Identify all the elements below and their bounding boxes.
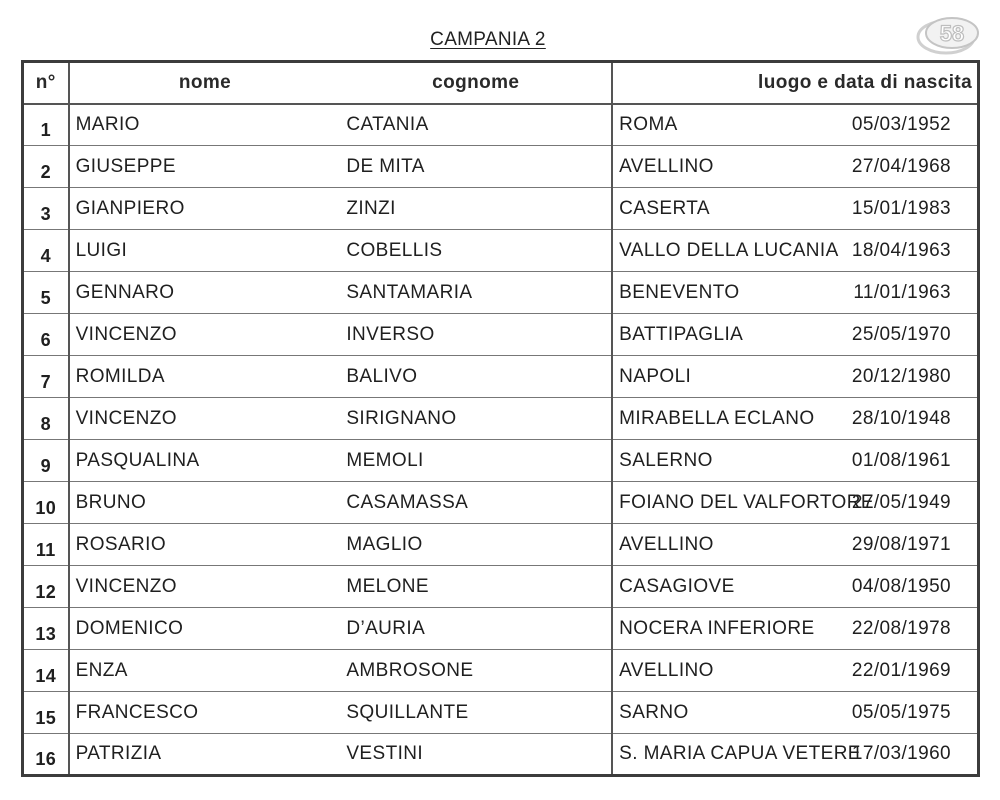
table-body [23,104,979,776]
row-number: 7 [23,356,69,398]
table-row [23,356,979,398]
row-nome: VINCENZO [69,398,341,440]
row-nome: PATRIZIA [69,734,341,776]
row-luogo: CASERTA [612,188,795,230]
header-nome: nome [69,62,341,104]
row-data: 29/08/1971 [795,524,978,566]
table-row [23,524,979,566]
row-number: 5 [23,272,69,314]
row-number: 13 [23,608,69,650]
table-row [23,608,979,650]
row-number: 3 [23,188,69,230]
row-luogo: MIRABELLA ECLANO [612,398,795,440]
table-row [23,566,979,608]
row-luogo: AVELLINO [612,146,795,188]
document-title: CAMPANIA 2 [430,29,546,50]
row-luogo: NOCERA INFERIORE [612,608,795,650]
row-luogo: SARNO [612,692,795,734]
row-nome: FRANCESCO [69,692,341,734]
row-cognome: ZINZI [340,188,612,230]
row-luogo: BATTIPAGLIA [612,314,795,356]
row-data: 22/08/1978 [795,608,978,650]
row-data: 22/01/1969 [795,650,978,692]
row-data: 11/01/1963 [795,272,978,314]
row-nome: VINCENZO [69,314,341,356]
row-number: 12 [23,566,69,608]
candidates-table [21,60,980,777]
row-data: 05/03/1952 [795,104,978,146]
row-luogo: VALLO DELLA LUCANIA [612,230,795,272]
row-data: 25/05/1970 [795,314,978,356]
table-row [23,230,979,272]
table-row [23,650,979,692]
table-row [23,692,979,734]
row-nome: GENNARO [69,272,341,314]
row-cognome: MEMOLI [340,440,612,482]
row-number: 11 [23,524,69,566]
table-row [23,398,979,440]
table-header-row [23,62,979,104]
row-nome: PASQUALINA [69,440,341,482]
row-nome: ROSARIO [69,524,341,566]
row-nome: VINCENZO [69,566,341,608]
row-luogo: CASAGIOVE [612,566,795,608]
row-cognome: VESTINI [340,734,612,776]
row-cognome: MELONE [340,566,612,608]
row-cognome: COBELLIS [340,230,612,272]
row-data: 05/05/1975 [795,692,978,734]
table-row [23,482,979,524]
row-number: 15 [23,692,69,734]
channel-58-logo [914,14,982,56]
row-cognome: SIRIGNANO [340,398,612,440]
row-cognome: INVERSO [340,314,612,356]
row-luogo: SALERNO [612,440,795,482]
row-number: 14 [23,650,69,692]
table-row [23,440,979,482]
row-luogo: AVELLINO [612,524,795,566]
row-data: 18/04/1963 [795,230,978,272]
header-num: n° [23,62,69,104]
table-row [23,104,979,146]
row-data: 15/01/1983 [795,188,978,230]
row-nome: ENZA [69,650,341,692]
row-number: 9 [23,440,69,482]
row-cognome: BALIVO [340,356,612,398]
row-nome: BRUNO [69,482,341,524]
row-cognome: CASAMASSA [340,482,612,524]
row-luogo: ROMA [612,104,795,146]
row-data: 27/05/1949 [795,482,978,524]
row-number: 10 [23,482,69,524]
row-nome: MARIO [69,104,341,146]
row-number: 2 [23,146,69,188]
row-luogo: AVELLINO [612,650,795,692]
row-data: 28/10/1948 [795,398,978,440]
row-data: 04/08/1950 [795,566,978,608]
row-luogo: FOIANO DEL VALFORTORE [612,482,795,524]
row-cognome: DE MITA [340,146,612,188]
row-number: 1 [23,104,69,146]
table-row [23,188,979,230]
row-number: 16 [23,734,69,776]
row-nome: GIANPIERO [69,188,341,230]
row-cognome: CATANIA [340,104,612,146]
row-data: 17/03/1960 [795,734,978,776]
row-luogo: BENEVENTO [612,272,795,314]
row-number: 4 [23,230,69,272]
row-cognome: SANTAMARIA [340,272,612,314]
row-nome: GIUSEPPE [69,146,341,188]
row-luogo: S. MARIA CAPUA VETERE [612,734,795,776]
row-number: 6 [23,314,69,356]
row-cognome: AMBROSONE [340,650,612,692]
row-number: 8 [23,398,69,440]
row-data: 01/08/1961 [795,440,978,482]
row-luogo: NAPOLI [612,356,795,398]
row-cognome: MAGLIO [340,524,612,566]
row-cognome: SQUILLANTE [340,692,612,734]
header-cognome: cognome [340,62,612,104]
table-row [23,272,979,314]
logo-text: 58 [939,21,965,46]
row-nome: DOMENICO [69,608,341,650]
row-nome: ROMILDA [69,356,341,398]
row-data: 27/04/1968 [795,146,978,188]
table-row [23,314,979,356]
row-nome: LUIGI [69,230,341,272]
row-cognome: D’AURIA [340,608,612,650]
table-row [23,734,979,776]
row-data: 20/12/1980 [795,356,978,398]
table-row [23,146,979,188]
header-luogo-data: luogo e data di nascita [612,62,978,104]
